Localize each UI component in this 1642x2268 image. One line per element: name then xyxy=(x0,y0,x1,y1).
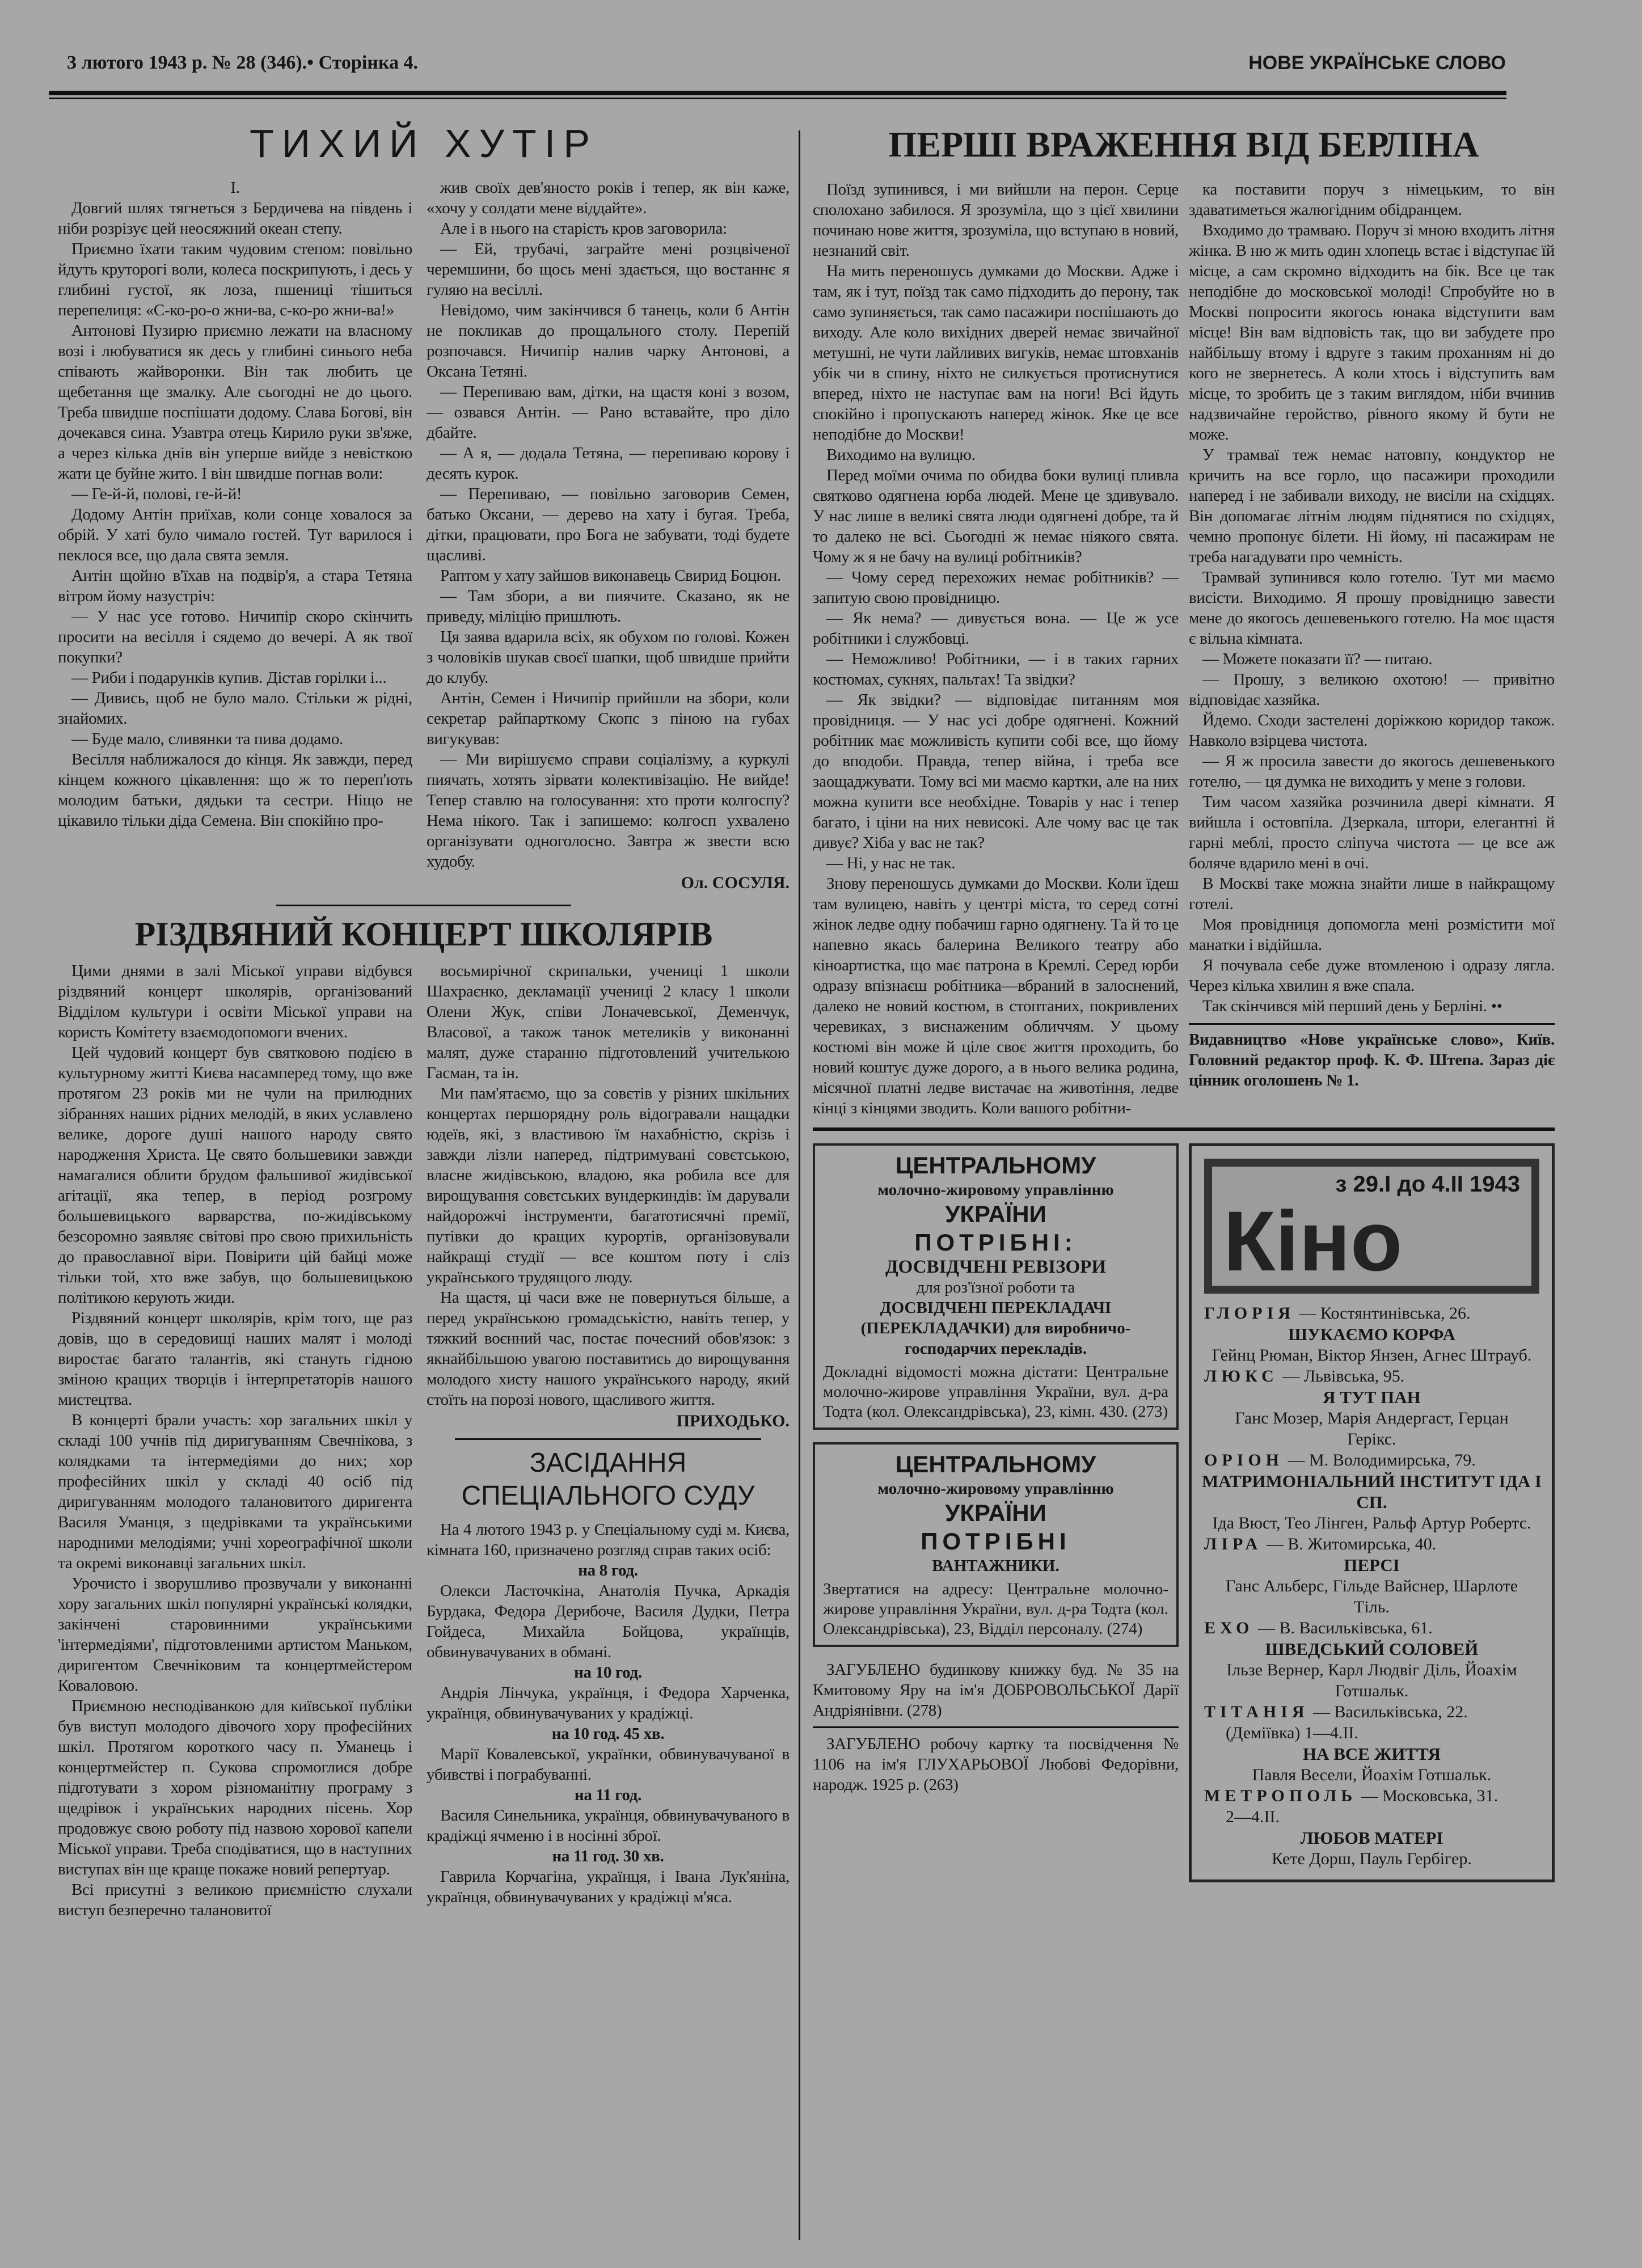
right-block xyxy=(813,119,1555,1882)
film-cast: Ганс Альберс, Гільде Вайснер, Шарлоте Тіль. xyxy=(1225,1577,1518,1616)
article2-body xyxy=(813,179,1555,1118)
section-divider xyxy=(276,905,571,906)
article2-col4 xyxy=(1189,179,1555,1016)
article-title: РІЗДВЯНИЙ КОНЦЕРТ ШКОЛЯРІВ xyxy=(134,915,713,953)
paragraph: Всі присутні з великою приємністю слухали виступ безперечно талановитої xyxy=(58,1881,412,1919)
cinema-note: (Деміївка) 1—4.II. xyxy=(1226,1724,1358,1742)
paragraph: На мить переношусь думками до Москви. Адже і там, як і тут, поїзд так само підходить до перону, так само зупиняється, так само пасажири поспішають до виходу. Але коло вихідних дверей немає звичайної метушні, не чути лайливих вигуків, немає штовханів убік чи в спину, ніхто не силкується протиснутися вперед, ніхто не наступає вам на ноги! Всі йдуть спокійно і пропускають наперед жінок. Яке це все неподібне до Москви! xyxy=(813,262,1179,444)
header-rule xyxy=(49,91,1506,95)
cinema-entry xyxy=(1192,1534,1552,1617)
paragraph: Знову переношусь думками до Москви. Коли їдеш там вулицею, навіть у центрі міста, то серед сотні жінок ледве одну побачиш гарно одягнену. Та й то це напевно якась балерина Великого театру або кіноартистка, що має патрона в Кремлі. Серед юрби одразу впізнаєш робітника—вбраний в залоснений, далеко не новий костюм, в стоптаних, покривлених черевиках, з виснаженим обличчям. У цьому костюмі він може й ціле своє життя проходить, бо новий коштує дуже дорого, а в нього велика родина, місячної платні ледве вистачає на животіння, ледве кінці з кінцями зводить. Коли вашого робітни- xyxy=(813,875,1179,1117)
ads-area xyxy=(813,1143,1555,1882)
court-title: ЗАСІДАННЯ СПЕЦІАЛЬНОГО СУДУ xyxy=(461,1448,755,1511)
cinema-address: — М. Володимирська, 79. xyxy=(1288,1451,1476,1469)
paragraph: — У нас усе готово. Ничипір скоро скінчить просити на весілля і сядемо до вечері. А як твої покупки? xyxy=(58,607,412,666)
imprint-rule xyxy=(1189,1023,1555,1025)
article-author: ПРИХОДЬКО. xyxy=(676,1412,790,1430)
paragraph: Моя провідниця допомогла мені розмістити мої манатки і відійшла. xyxy=(1189,915,1555,954)
paragraph: — Ге-й-й, полові, ге-й-й! xyxy=(71,485,242,503)
cinema-list xyxy=(1192,1303,1552,1869)
paragraph: Різдвяний концерт школярів, крім того, ще раз довів, що в середовищі наших малят і молоді виростає багато талантів, які стануть гідною зміною кращих творців і інтерпретаторів нашого мистецтва. xyxy=(58,1309,412,1409)
paragraph: Довгий шлях тягнеться з Бердичева на південь і ніби розрізує цей неосяжний океан степу. xyxy=(58,199,412,238)
film-cast: Ільзе Вернер, Карл Людвіг Діль, Йоахім Готшальк. xyxy=(1226,1661,1517,1700)
paragraph: Перед моїми очима по обидва боки вулиці пливла святково одягнена юрба людей. Мене це здивувало. У нас лише в великі свята люди одягнені добре, та й то далеко не всі. Сьогодні ж немає ніякого свята. Чому ж я не бачу на вулиці робітників? xyxy=(813,466,1179,566)
paragraph: Цими днями в залі Міської управи відбувся різдвяний концерт школярів, організований Відділом культури і освіти Міської управи на користь Комітету взаємодопомоги вчених. xyxy=(58,962,412,1041)
paragraph: Антін щойно в'їхав на подвір'я, а стара Тетяна вітром йому назустріч: xyxy=(58,567,412,605)
paragraph: Антонові Пузирю приємно лежати на власному возі і любуватися як десь у глибині синього неба співають жайворонки. Він так любить це щебетання ще змалку. Але сьогодні не до цього. Треба швидше поспішати додому. Слава Богові, він дочекався сина. Узавтра отець Кирило руки зв'яже, а через кілька днів він уперше вийде з невісткою жати це буйне жито. І він швидше погнав воли: xyxy=(58,322,412,483)
paragraph: Приємно їхати таким чудовим степом: повільно йдуть круторогі воли, колеса поскрипують, і десь у глибині густої, як лоза, пшениці тішиться перепелиця: «С-ко-ро-о жни-ва, с-ко-ро жни-ва!» xyxy=(58,240,412,319)
article3-col2 xyxy=(427,961,790,1410)
session-defendants: Василя Синельника, українця, обвинувачуваного в крадіжці ячменю і в носінні зброї. xyxy=(427,1806,790,1845)
paragraph: Але і в нього на старість кров заговорила: xyxy=(440,219,727,238)
paragraph: восьмирічної скрипальки, учениці 1 школи Шахраєнко, декламації учениці 2 класу 1 школи Олени Жук, співи Лоначевської, Деменчук, Власової, а також танок метеликів у виконанні малят, дуже старанно підготовлений учителькою Гасман, та ін. xyxy=(427,962,790,1082)
paragraph: На щастя, ці часи вже не повернуться більше, а перед українською громадськістю, навіть тепер, у тяжкий воєнний час, постає почесний обов'язок: з якнайбільшою увагою поставитись до вирощування молодого хисту нашого українського народу, який стоїть на порозі нового, щасливого життя. xyxy=(427,1289,790,1409)
article2-col4-wrap xyxy=(1189,179,1555,1091)
session-defendants: Андрія Лінчука, українця, і Федора Харченка, українця, обвинувачуваних у крадіжці. xyxy=(427,1684,790,1722)
cinema-name: ЛІРА xyxy=(1204,1535,1263,1553)
ad-job-auditors: ЦЕНТРАЛЬНОМУ молочно-жировому управлінню УКРАЇНИ ПОТРІБНІ: ДОСВІДЧЕНІ РЕВІЗОРИ для роз'їзної роботи та ДОСВІДЧЕНІ ПЕРЕКЛАДАЧІ (ПЕРЕКЛАДАЧКИ) для виробничо-господарчих перекладів. Докладні відомості можна дістати: Центральне молочно-жирове управління України, вул. д-ра Тодта (кол. Олександрівська), 23, кімн. 430. (273) xyxy=(813,1143,1179,1430)
paragraph: — Перепиваю, — повільно заговорив Семен, батько Оксани, — дерево на хату і бугая. Треба, дітки, працювати, про Бога не забувати, тоді будете щасливі. xyxy=(427,485,790,564)
kino-logo xyxy=(1204,1159,1539,1294)
cinema-listings xyxy=(1189,1143,1555,1882)
cinema-address: — Московська, 31. xyxy=(1361,1786,1499,1805)
paragraph: жив своїх дев'яносто років і тепер, як він каже, «хочу у солдати мене віддайте». xyxy=(427,179,790,217)
film-title: ЛЮБОВ МАТЕРІ xyxy=(1300,1828,1443,1848)
film-title: ШВЕДСЬКИЙ СОЛОВЕЙ xyxy=(1265,1639,1479,1659)
paragraph: — Чому серед перехожих немає робітників? — запитую свою провідницю. xyxy=(813,568,1179,607)
paragraph: В концерті брали участь: хор загальних шкіл у складі 100 учнів під диригуванням Свечнікова, з колядками та інтермедіями до них; хор професійних шкіл у складі 40 осіб під диригуванням молодого талановитого диригента Василя Уманця, з щедрівками та українськими народними мелодіями; учні хореографічної школи та окремі виконавці загальних шкіл. xyxy=(58,1411,412,1572)
paragraph: Весілля наближалося до кінця. Як завжди, перед кінцем кожного цікавлення: що ж то переп'ють молодим батьки, дядьки та сестри. Ніщо не цікавило тільки діда Семена. Він спокійно про- xyxy=(58,750,412,830)
paragraph: — Як нема? — дивується вона. — Це ж усе робітники і службовці. xyxy=(813,609,1179,648)
session-time: на 10 год. 45 хв. xyxy=(551,1725,665,1743)
section-divider xyxy=(455,1438,761,1440)
paragraph: — Ми вирішуємо справи соціалізму, а куркулі пиячать, хотять зірвати колективізацію. Не вийде! Тепер ставлю на голосування: хто проти колгоспу? Нема нікого. Так і запишемо: колгосп ухвалено організувати одноголосно. Завтра ж звести всю худобу. xyxy=(427,750,790,871)
court-sessions xyxy=(427,1560,790,1907)
article-author: Ол. СОСУЛЯ. xyxy=(681,873,790,892)
paragraph: Входимо до трамваю. Поруч зі мною входить літня жінка. В ню ж мить один хлопець встає і відступає їй місце, а сам скромно відходить на бік. Все це так неподібне до московської молоді! Спробуйте но в Москві попросити якогось юнака відступити вам місце! Він вам відповість так, що ви забудете про найбільшу втому і вдруге з таким проханням ні до кого не звернетесь. А коли хтось і відступить вам місце, то зробить це з таким виглядом, ніби вчинив надзвичайне геройство, рівного якому й бути не може. xyxy=(1189,221,1555,444)
cinema-entry xyxy=(1192,1701,1552,1785)
film-cast: Ганс Мозер, Марія Андергаст, Герцан Герікс. xyxy=(1235,1409,1509,1448)
paragraph: — Неможливо! Робітники, — і в таких гарних костюмах, сукнях, пальтах! Та звідки? xyxy=(813,650,1179,689)
cinema-entry xyxy=(1192,1303,1552,1366)
ads-rule xyxy=(813,1127,1555,1131)
session-defendants: Марії Ковалевської, українки, обвинувачуваної в убивстві і пограбуванні. xyxy=(427,1745,790,1784)
film-cast: Кете Дорш, Пауль Гербігер. xyxy=(1272,1849,1472,1868)
cinema-entry xyxy=(1192,1366,1552,1450)
paragraph: Антін, Семен і Ничипір прийшли на збори, коли секретар райпарткому Скопс з піною на губах вигукував: xyxy=(427,689,790,748)
column-divider xyxy=(799,130,800,2240)
film-title: Я ТУТ ПАН xyxy=(1323,1387,1421,1407)
paragraph: ка поставити поруч з німецьким, то він здаватиметься жалюгідним обідранцем. xyxy=(1189,180,1555,219)
cinema-address: — Костянтинівська, 26. xyxy=(1299,1304,1471,1323)
paragraph: Так скінчився мій перший день у Берліні. •• xyxy=(1202,997,1502,1015)
ad-lost-workcard: ЗАГУБЛЕНО робочу картку та посвідчення № 1106 на ім'я ГЛУХАРЬОВОЇ Любові Федорівни, народж. 1925 р. (263) xyxy=(813,1735,1179,1794)
ad-job-loaders: ЦЕНТРАЛЬНОМУ молочно-жировому управлінню УКРАЇНИ ПОТРІБНІ ВАНТАЖНИКИ. Звертатися на адресу: Центральне молочно-жирове управління України, вул. д-ра Тодта (кол. Олександрівська), 23, Відділ персоналу. (274) xyxy=(813,1442,1179,1647)
article3-col1 xyxy=(58,961,412,1920)
film-cast: Іда Вюст, Тео Лінген, Ральф Артур Робертс. xyxy=(1212,1514,1531,1532)
ad-divider xyxy=(813,1726,1179,1728)
session-time: на 10 год. xyxy=(574,1663,642,1682)
cinema-entry xyxy=(1192,1617,1552,1701)
paragraph: — Як звідки? — відповідає питанням моя провідниця. — У нас усі добре одягнені. Кожний робітник має можливість купити собі все, що йому до вподоби. Правда, тепер війна, і треба все заощаджувати. Тому всі ми маємо картки, але на них можна купити все необхідне. Товарів у нас і тепер багато, і ціни на них невисокі. Але чому вас це так дивує? Хіба у вас не так? xyxy=(813,691,1179,852)
court-intro: На 4 лютого 1943 р. у Спеціальному суді м. Києва, кімната 160, призначено розгляд справ таких осіб: xyxy=(427,1521,790,1559)
film-title: НА ВСЕ ЖИТТЯ xyxy=(1302,1744,1441,1764)
ad-lost-housebook: ЗАГУБЛЕНО будинкову книжку буд. № 35 на Кмитовому Яру на ім'я ДОБРОВОЛЬСЬКОЇ Дарії Андріянівни. (278) xyxy=(813,1661,1179,1720)
paragraph: В Москві таке можна знайти лише в найкращому готелі. xyxy=(1189,875,1555,913)
cinema-address: — Васильківська, 22. xyxy=(1313,1703,1468,1721)
article3-col2-wrap xyxy=(427,961,790,1907)
paragraph: — Там збори, а ви пиячите. Сказано, як не приведу, міліцію пришлють. xyxy=(427,587,790,626)
article1-col2-wrap xyxy=(427,178,790,894)
paragraph: — Прошу, з великою охотою! — привітно відповідає хазяйка. xyxy=(1189,670,1555,709)
paragraph: Я почувала себе дуже втомленою і одразу лягла. Через кілька хвилин я вже спала. xyxy=(1189,956,1555,995)
cinema-note: 2—4.II. xyxy=(1226,1807,1280,1826)
paragraph: I. xyxy=(230,179,240,197)
paragraph: Приємною несподіванкою для київської публіки був виступ молодого дівочого хору професійних шкіл. Протягом короткого часу п. Уманець і концертмейстер п. Сукова спромоглися добре підготувати з хором різноманітну програму з щедрівок і українських народних пісень. Хор продовжує свою роботу під назвою хорової капели Міської управи. Треба сподіватися, що в наступних виступах він ще краще покаже новий репертуар. xyxy=(58,1697,412,1878)
kino-logo-text: Кіно xyxy=(1223,1193,1403,1289)
paragraph: — Я ж просила завести до якогось дешевенького готелю, — ця думка не виходить у мене з голови. xyxy=(1189,752,1555,791)
court-body xyxy=(427,1519,790,1907)
paragraph: — Ей, трубачі, заграйте мені розцвіченої черемшини, бо щось мені здається, що востаннє я гуляю на весіллі. xyxy=(427,240,790,299)
paragraph: — А я, — додала Тетяна, — перепиваю корову і десять курок. xyxy=(427,444,790,483)
paragraph: Трамвай зупинився коло готелю. Тут ми маємо висісти. Виходимо. Я прошу провідницю завести мене до якогось дешевенького готелю. На моє щастя є вільна кімната. xyxy=(1189,568,1555,648)
masthead-name: НОВЕ УКРАЇНСЬКЕ СЛОВО xyxy=(1248,52,1506,74)
paragraph: — Риби і подарунків купив. Дістав горілки і... xyxy=(71,669,387,687)
paragraph: Невідомо, чим закінчився б танець, коли б Антін не покликав до прощального столу. Перепій розпочався. Ничипір налив чарку Антонові, а Оксана Тетяні. xyxy=(427,301,790,381)
session-defendants: Олекси Ласточкіна, Анатолія Пучка, Аркадія Бурдака, Федора Дерибоче, Василя Дудки, Петра Гойдеса, Михайла Бойцова, українців, обвинувачуваних в обмані. xyxy=(427,1582,790,1661)
paragraph: Урочисто і зворушливо прозвучали у виконанні хору загальних шкіл популярні українські колядки, закінчені старовинними українськими 'інтермедіями', підготовленими артистом Маньком, диригентом Свечніковим та концертмейстером Коваловою. xyxy=(58,1574,412,1695)
cinema-address: — В. Житомирська, 40. xyxy=(1266,1535,1437,1553)
cinema-entry xyxy=(1192,1450,1552,1534)
film-cast: Павля Весели, Йоахім Готшальк. xyxy=(1252,1766,1492,1784)
paragraph: Поїзд зупинився, і ми вийшли на перон. Серце сполохано забилося. Я зрозуміла, що з цієї хвилини починаю нове життя, зрозуміла, що вступаю в новий, незнаний світ. xyxy=(813,180,1179,260)
cinema-address: — В. Васильківська, 61. xyxy=(1258,1619,1433,1637)
cinema-name: ТІТАНІЯ xyxy=(1204,1703,1309,1721)
cinema-address: — Львівська, 95. xyxy=(1282,1367,1405,1386)
paragraph: Цей чудовий концерт був святковою подією в культурному житті Києва насамперед тому, що вже протягом 23 років ми не чули на прилюдних зібраннях наших рідних мелодій, в яких уславлено велике, дороге душі нашого народу свято народження Христа. Це свято большевики завжди намагалися облити брудом фальшивої жидівської агітації, яка тепер, в період розгрому большевицького варварства, по-жидівському безсоромно заявляє світові про свою прихильність до православної віри. Повірити цій байці може тільки той, хто вже забув, що большевицькою політикою керують жиди. xyxy=(58,1044,412,1307)
article-title: ТИХИЙ ХУТІР xyxy=(250,121,598,166)
cinema-entry xyxy=(1192,1785,1552,1869)
paragraph: — Можете показати її? — питаю. xyxy=(1202,650,1433,668)
session-time: на 8 год. xyxy=(578,1561,638,1579)
paragraph: Виходимо на вулицю. xyxy=(826,446,976,464)
paragraph: — Дивись, щоб не було мало. Стільки ж рідні, знайомих. xyxy=(58,689,412,728)
article3-body xyxy=(58,961,790,1920)
paragraph: У трамваї теж немає натовпу, кондуктор не кричить на все горло, що пасажири проходили наперед і не забивали виходу, не висіли на східцях. Він допомагає літнім людям піднятися по східцях, чемно пропонує білети. Ні йому, ні пасажирам не треба нагадувати про чемність. xyxy=(1189,446,1555,566)
paragraph: Тим часом хазяйка розчинила двері кімнати. Я вийшла і остовпіла. Дзеркала, штори, елегантні й гарні меблі, просто сліпуча чистота — це все аж боляче вдарило мені в очі. xyxy=(1189,793,1555,872)
article1-col1 xyxy=(58,178,412,831)
imprint: Видавництво «Нове українське слово», Київ. Головний редактор проф. К. Ф. Штепа. Зараз діє цінник оголошень № 1. xyxy=(1189,1030,1555,1089)
article1-body xyxy=(58,178,790,894)
ads-column xyxy=(813,1143,1179,1795)
article1-col2 xyxy=(427,178,790,872)
paragraph: — Буде мало, сливянки та пива додамо. xyxy=(71,730,344,748)
paragraph: Додому Антін приїхав, коли сонце ховалося за обрій. У хаті було чимало гостей. Тут варилося і пеклося все, що дала свята земля. xyxy=(58,505,412,564)
cinema-name: ЛЮКС xyxy=(1204,1367,1278,1386)
cinema-name: ГЛОРІЯ xyxy=(1204,1304,1295,1323)
film-title: ШУКАЄМО КОРФА xyxy=(1288,1324,1456,1344)
article2-col3 xyxy=(813,179,1179,1118)
paragraph: Йдемо. Сходи застелені доріжкою коридор також. Навколо взірцева чистота. xyxy=(1189,711,1555,750)
session-time: на 11 год. 30 хв. xyxy=(552,1847,664,1865)
kino-dates: з 29.I до 4.II 1943 xyxy=(1335,1172,1520,1197)
cinema-name: ОРІОН xyxy=(1204,1451,1284,1469)
session-time: на 11 год. xyxy=(574,1786,642,1804)
paragraph: — Перепиваю вам, дітки, на щастя коні з возом, — озвався Антін. — Рано вставайте, про діло дбайте. xyxy=(427,383,790,442)
left-block xyxy=(58,116,790,1920)
film-title: МАТРИМОНІАЛЬНИЙ ІНСТИТУТ ІДА І СП. xyxy=(1201,1471,1542,1512)
cinema-name: ЕХО xyxy=(1204,1619,1254,1637)
article-title: ПЕРШІ ВРАЖЕННЯ ВІД БЕРЛІНА xyxy=(888,124,1479,164)
paragraph: — Ні, у нас не так. xyxy=(826,854,956,872)
paragraph: Ми пам'ятаємо, що за совєтів у різних шкільних концертах першорядну роль відогравали нащадки юдеїв, які, з властивою їм нахабністю, скрізь і завжди лізли наперед, підтримувані совєтською, власне жидівською, владою, яка робила все для вирощування совєтських вундеркиндів: їм дарували найдорожчі інструменти, багатотисячні премії, путівки до кращих курортів, організовували найкращі студії — все коштом поту і сліз українського трудящого люду. xyxy=(427,1084,790,1286)
issue-info: 3 лютого 1943 р. № 28 (346).• Сторінка 4. xyxy=(67,52,418,73)
paragraph: Ця заява вдарила всіх, як обухом по голові. Кожен з чоловіків шукав своєї шапки, щоб швидше прийти до клубу. xyxy=(427,628,790,687)
session-defendants: Гаврила Корчагіна, українця, і Івана Лук'яніна, українця, обвинувачуваних у крадіжці м'яса. xyxy=(427,1868,790,1906)
header-rule-thin xyxy=(49,98,1506,99)
paragraph: Раптом у хату зайшов виконавець Свирид Боцюн. xyxy=(440,567,781,585)
film-title: ПЕРСІ xyxy=(1344,1555,1400,1575)
film-cast: Гейнц Рюман, Віктор Янзен, Агнес Штрауб. xyxy=(1212,1346,1532,1365)
cinema-name: МЕТРОПОЛЬ xyxy=(1204,1786,1357,1805)
